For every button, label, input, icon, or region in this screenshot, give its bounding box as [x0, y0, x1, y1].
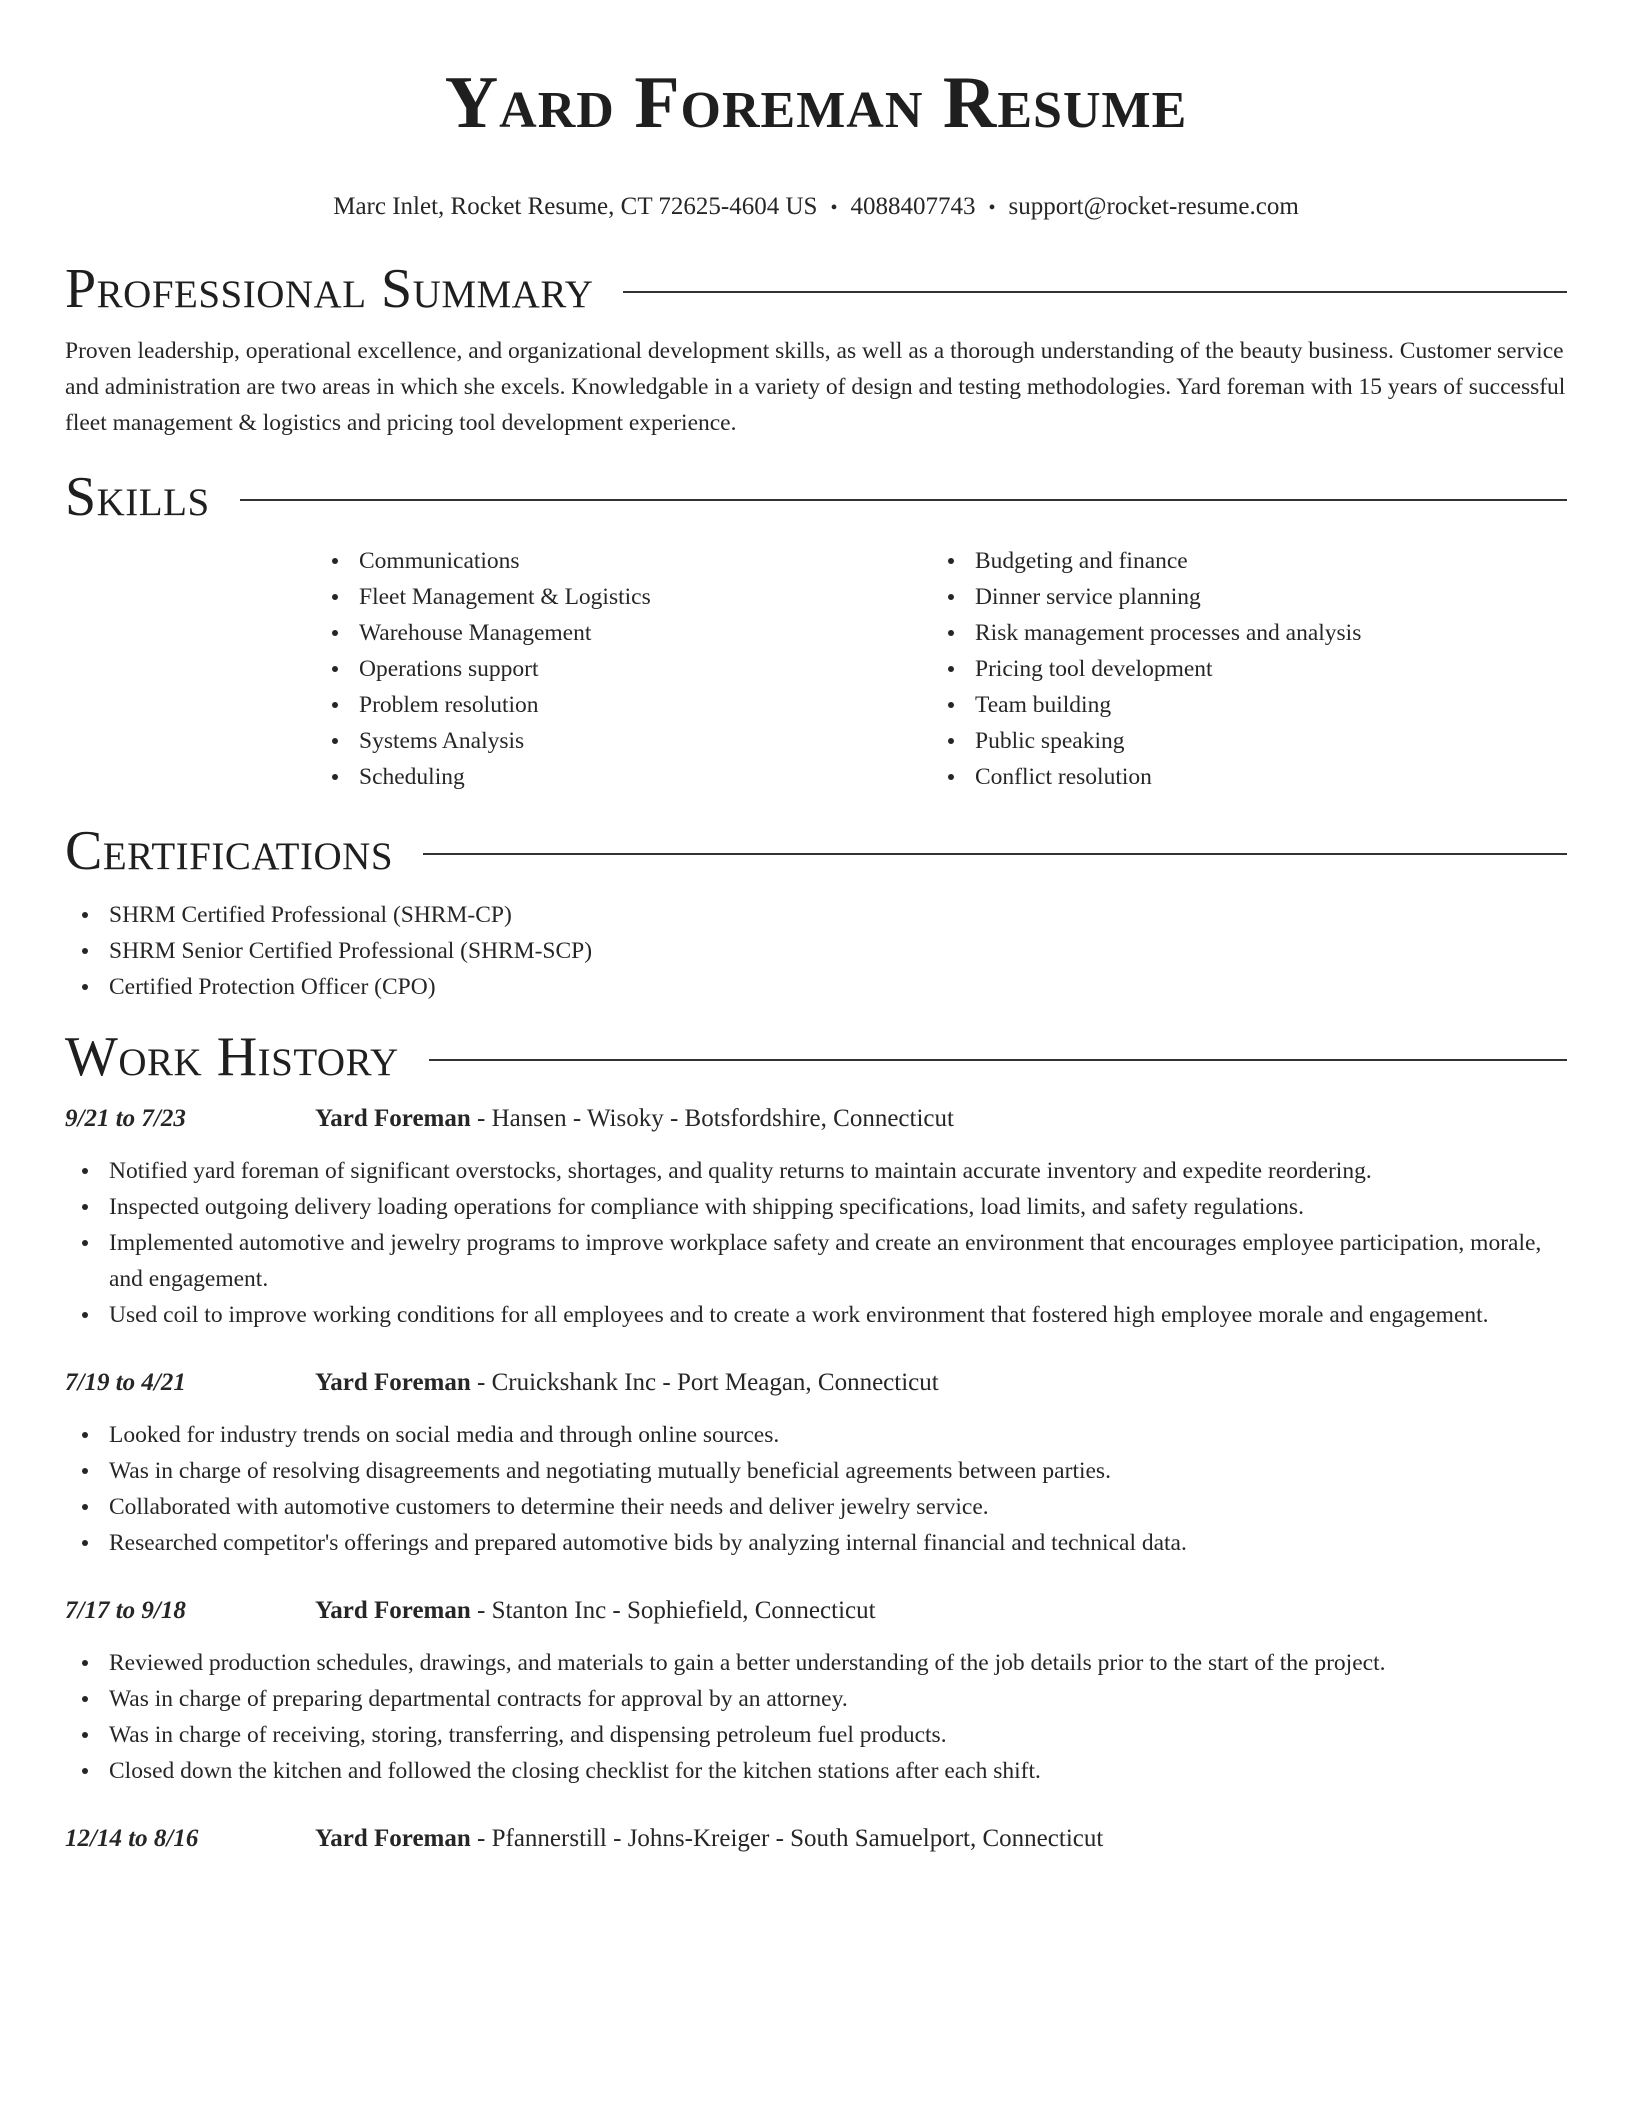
job-title-line	[315, 1823, 1103, 1855]
job-bullets	[65, 1417, 1567, 1561]
contact-separator: •	[988, 197, 996, 219]
skills-right-column	[931, 543, 1547, 795]
summary-heading: Professional Summary	[65, 258, 594, 320]
list-item: Scheduling	[315, 759, 931, 795]
list-item: Closed down the kitchen and followed the closing checklist for the kitchen stations after each shift.	[65, 1753, 1567, 1789]
job-bullets	[65, 1153, 1567, 1333]
job-dates: 7/19 to 4/21	[65, 1369, 186, 1396]
list-item: Certified Protection Officer (CPO)	[65, 969, 1567, 1005]
list-item: Was in charge of receiving, storing, transferring, and dispensing petroleum fuel products.	[65, 1717, 1567, 1753]
list-item: Problem resolution	[315, 687, 931, 723]
list-item: SHRM Senior Certified Professional (SHRM-SCP)	[65, 933, 1567, 969]
contact-phone: 4088407743	[850, 193, 976, 220]
work-history-list	[65, 1103, 1567, 1855]
contact-email: support@rocket-resume.com	[1008, 193, 1299, 220]
job-dates: 7/17 to 9/18	[65, 1597, 186, 1624]
section-divider	[429, 1059, 1567, 1061]
list-item: SHRM Certified Professional (SHRM-CP)	[65, 897, 1567, 933]
job-role: Yard Foreman	[315, 1825, 471, 1852]
contact-line	[65, 192, 1567, 223]
job-header	[65, 1103, 1567, 1135]
section-divider	[423, 853, 1567, 855]
job-title-line	[315, 1595, 876, 1627]
job-entry	[65, 1823, 1567, 1855]
list-item: Notified yard foreman of significant overstocks, shortages, and quality returns to maintain accurate inventory and expedite reordering.	[65, 1153, 1567, 1189]
contact-address: Marc Inlet, Rocket Resume, CT 72625-4604 US	[333, 193, 818, 220]
summary-text: Proven leadership, operational excellence, and organizational development skills, as well as a thorough understanding of the beauty business. Customer service and administration are two areas in which she excels. Knowledgable in a variety of design and testing methodologies. Yard foreman with 15 years of successful fleet management & logistics and pricing tool development experience.	[65, 338, 1566, 436]
list-item: Operations support	[315, 651, 931, 687]
job-company: - Stanton Inc - Sophiefield, Connecticut	[470, 1597, 876, 1624]
job-bullets	[65, 1645, 1567, 1789]
certifications-section-header	[65, 819, 1567, 883]
section-divider	[623, 291, 1567, 293]
job-header	[65, 1823, 1567, 1855]
list-item: Dinner service planning	[931, 579, 1547, 615]
list-item: Conflict resolution	[931, 759, 1547, 795]
list-item: Implemented automotive and jewelry programs to improve workplace safety and create an environment that encourages employee participation, morale, and engagement.	[65, 1225, 1567, 1297]
contact-separator: •	[830, 197, 838, 219]
job-company: - Pfannerstill - Johns-Kreiger - South Samuelport, Connecticut	[470, 1825, 1104, 1852]
list-item: Was in charge of preparing departmental contracts for approval by an attorney.	[65, 1681, 1567, 1717]
list-item: Inspected outgoing delivery loading operations for compliance with shipping specifications, load limits, and safety regulations.	[65, 1189, 1567, 1225]
list-item: Team building	[931, 687, 1547, 723]
list-item: Public speaking	[931, 723, 1547, 759]
job-role: Yard Foreman	[315, 1105, 471, 1132]
skills-left-column	[315, 543, 931, 795]
job-company: - Cruickshank Inc - Port Meagan, Connecticut	[470, 1369, 939, 1396]
list-item: Budgeting and finance	[931, 543, 1547, 579]
skills-heading: Skills	[65, 466, 210, 528]
skills-grid	[315, 543, 1567, 795]
job-role: Yard Foreman	[315, 1597, 471, 1624]
list-item: Pricing tool development	[931, 651, 1547, 687]
work-section-header	[65, 1025, 1567, 1089]
list-item: Used coil to improve working conditions for all employees and to create a work environment that fostered high employee morale and engagement.	[65, 1297, 1567, 1333]
certifications-list	[65, 897, 1567, 1005]
job-header	[65, 1595, 1567, 1627]
job-dates: 12/14 to 8/16	[65, 1825, 199, 1852]
job-title-line	[315, 1103, 954, 1135]
job-title-line	[315, 1367, 939, 1399]
job-entry	[65, 1103, 1567, 1333]
list-item: Looked for industry trends on social media and through online sources.	[65, 1417, 1567, 1453]
job-company: - Hansen - Wisoky - Botsfordshire, Connecticut	[470, 1105, 954, 1132]
job-entry	[65, 1367, 1567, 1561]
job-role: Yard Foreman	[315, 1369, 471, 1396]
job-entry	[65, 1595, 1567, 1789]
list-item: Collaborated with automotive customers to determine their needs and deliver jewelry service.	[65, 1489, 1567, 1525]
list-item: Reviewed production schedules, drawings, and materials to gain a better understanding of the job details prior to the start of the project.	[65, 1645, 1567, 1681]
list-item: Fleet Management & Logistics	[315, 579, 931, 615]
resume-title: Yard Foreman Resume	[444, 62, 1188, 144]
section-divider	[240, 499, 1567, 501]
list-item: Systems Analysis	[315, 723, 931, 759]
job-header	[65, 1367, 1567, 1399]
list-item: Communications	[315, 543, 931, 579]
skills-section-header	[65, 465, 1567, 529]
list-item: Was in charge of resolving disagreements and negotiating mutually beneficial agreements between parties.	[65, 1453, 1567, 1489]
work-heading: Work History	[65, 1026, 399, 1088]
list-item: Risk management processes and analysis	[931, 615, 1547, 651]
certifications-heading: Certifications	[65, 820, 394, 882]
list-item: Warehouse Management	[315, 615, 931, 651]
summary-section-header	[65, 257, 1567, 321]
list-item: Researched competitor's offerings and prepared automotive bids by analyzing internal financial and technical data.	[65, 1525, 1567, 1561]
job-dates: 9/21 to 7/23	[65, 1105, 186, 1132]
